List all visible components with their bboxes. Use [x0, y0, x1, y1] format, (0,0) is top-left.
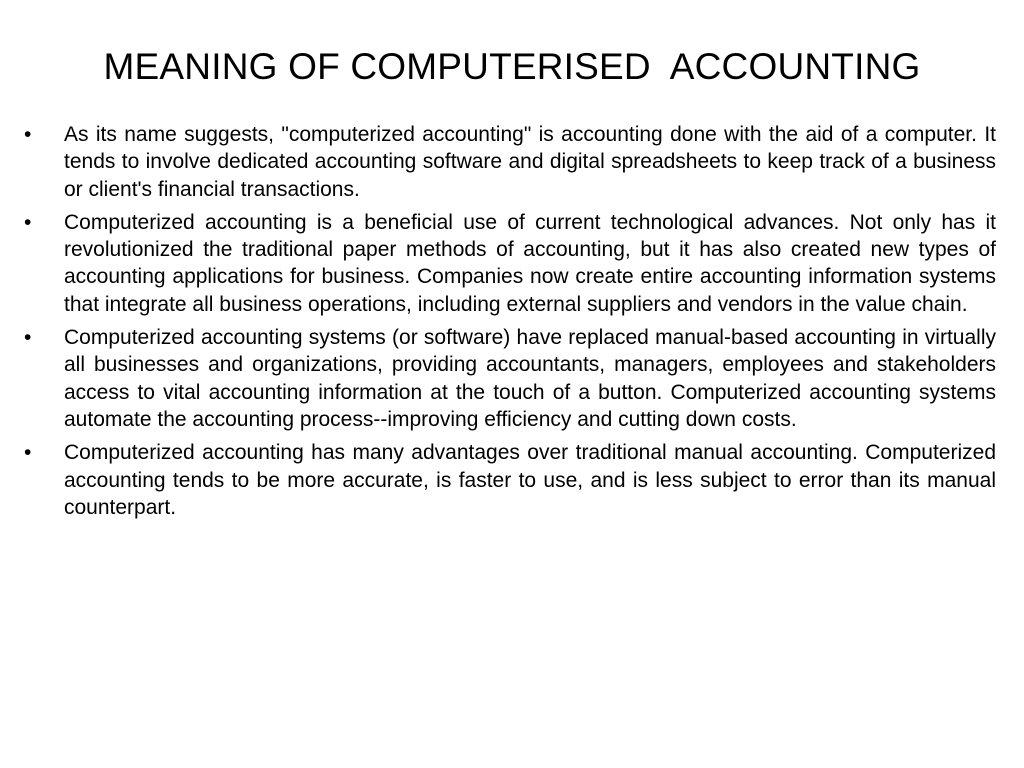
bullet-item — [24, 439, 996, 521]
slide-title: MEANING OF COMPUTERISED ACCOUNTING — [103, 46, 921, 87]
bullet-text: Computerized accounting is a beneficial use of current technological advances. Not only has it revolutionized the traditional paper methods of accounting, but it has also created new types of accounting applications for business. Companies now create entire accounting information systems that integrate all business operations, including external suppliers and vendors in the value chain. — [64, 210, 996, 316]
bullet-text: As its name suggests, "computerized accounting" is accounting done with the aid of a computer. It tends to involve dedicated accounting software and digital spreadsheets to keep track of a business or client's financial transactions. — [64, 123, 996, 201]
bullet-item — [24, 209, 996, 318]
bullet-icon: • — [24, 326, 32, 350]
bullet-icon: • — [24, 441, 32, 465]
bullet-item — [24, 324, 996, 433]
bullet-item — [24, 121, 996, 203]
bullet-list — [24, 121, 996, 527]
bullet-icon: • — [24, 210, 32, 234]
bullet-icon: • — [24, 123, 32, 146]
bullet-text: Computerized accounting has many advantages over traditional manual accounting. Computerized accounting tends to be more accurate, is faster to use, and is less subject to error than its manual counterpart. — [64, 441, 996, 519]
bullet-text: Computerized accounting systems (or software) have replaced manual-based accounting in virtually all businesses and organizations, providing accountants, managers, employees and stakeholders access to vital accounting information at the touch of a button. Computerized accounting systems automate the accounting process--improving efficiency and cutting down costs. — [64, 326, 996, 431]
